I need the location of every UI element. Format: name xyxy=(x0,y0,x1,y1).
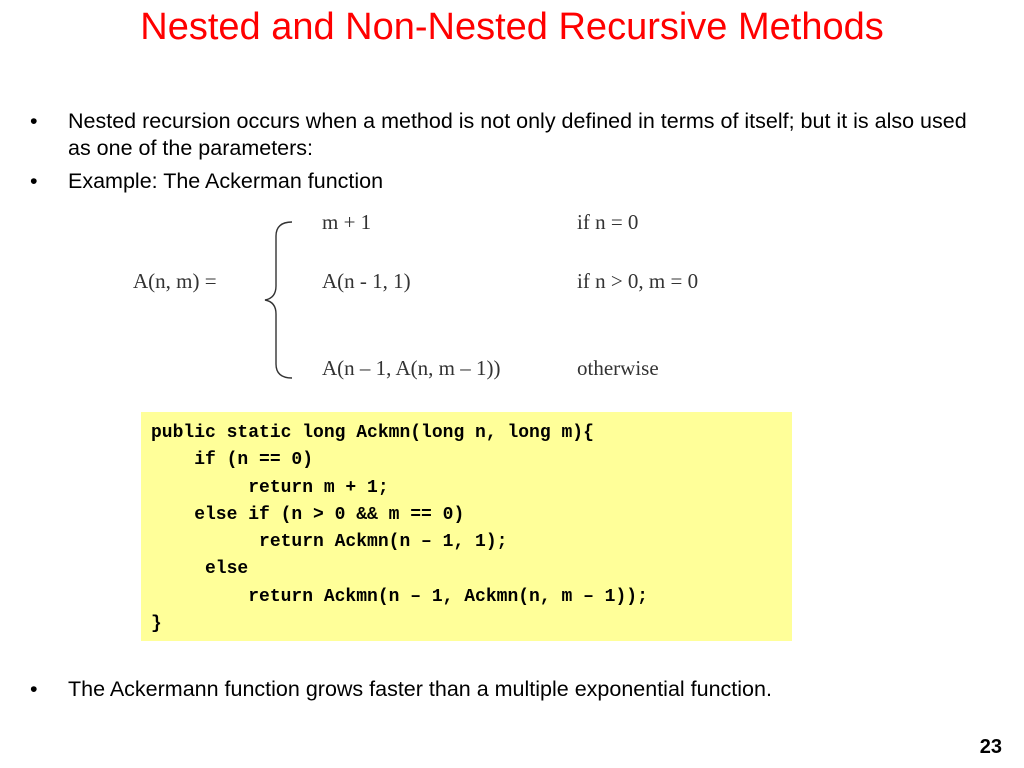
bullet-marker: • xyxy=(30,677,38,701)
code-line: return Ackmn(n – 1, Ackmn(n, m – 1)); xyxy=(151,586,648,607)
code-line: } xyxy=(151,614,162,635)
code-line: else if (n > 0 && m == 0) xyxy=(151,504,465,525)
formula-lhs: A(n, m) = xyxy=(133,269,217,293)
code-line: if (n == 0) xyxy=(151,450,314,471)
case-expression: A(n - 1, 1) xyxy=(322,269,411,293)
case-condition: otherwise xyxy=(577,356,659,380)
bullet-text: Example: The Ackerman function xyxy=(68,169,384,193)
bullet-text: The Ackermann function grows faster than a multiple exponential function. xyxy=(68,677,772,701)
left-brace-icon xyxy=(262,220,296,380)
code-line: else xyxy=(151,559,249,580)
bullet-item xyxy=(30,168,995,195)
bullet-item xyxy=(30,676,995,703)
code-block xyxy=(141,412,792,641)
code-line: return Ackmn(n – 1, 1); xyxy=(151,532,508,553)
page-number: 23 xyxy=(979,736,1002,758)
case-condition: if n > 0, m = 0 xyxy=(577,269,699,293)
slide-title: Nested and Non-Nested Recursive Methods xyxy=(140,6,884,48)
bullet-marker: • xyxy=(30,169,38,193)
bullet-marker: • xyxy=(30,109,38,133)
case-expression: m + 1 xyxy=(322,210,372,234)
code-line: return m + 1; xyxy=(151,477,389,498)
bullet-text: Nested recursion occurs when a method is not only defined in terms of itself; but it is also used as one of the parameters: xyxy=(68,109,967,160)
case-expression: A(n – 1, A(n, m – 1)) xyxy=(322,356,501,380)
code-line: public static long Ackmn(long n, long m){ xyxy=(151,423,594,443)
case-condition: if n = 0 xyxy=(577,210,639,234)
bullet-item xyxy=(30,108,995,162)
